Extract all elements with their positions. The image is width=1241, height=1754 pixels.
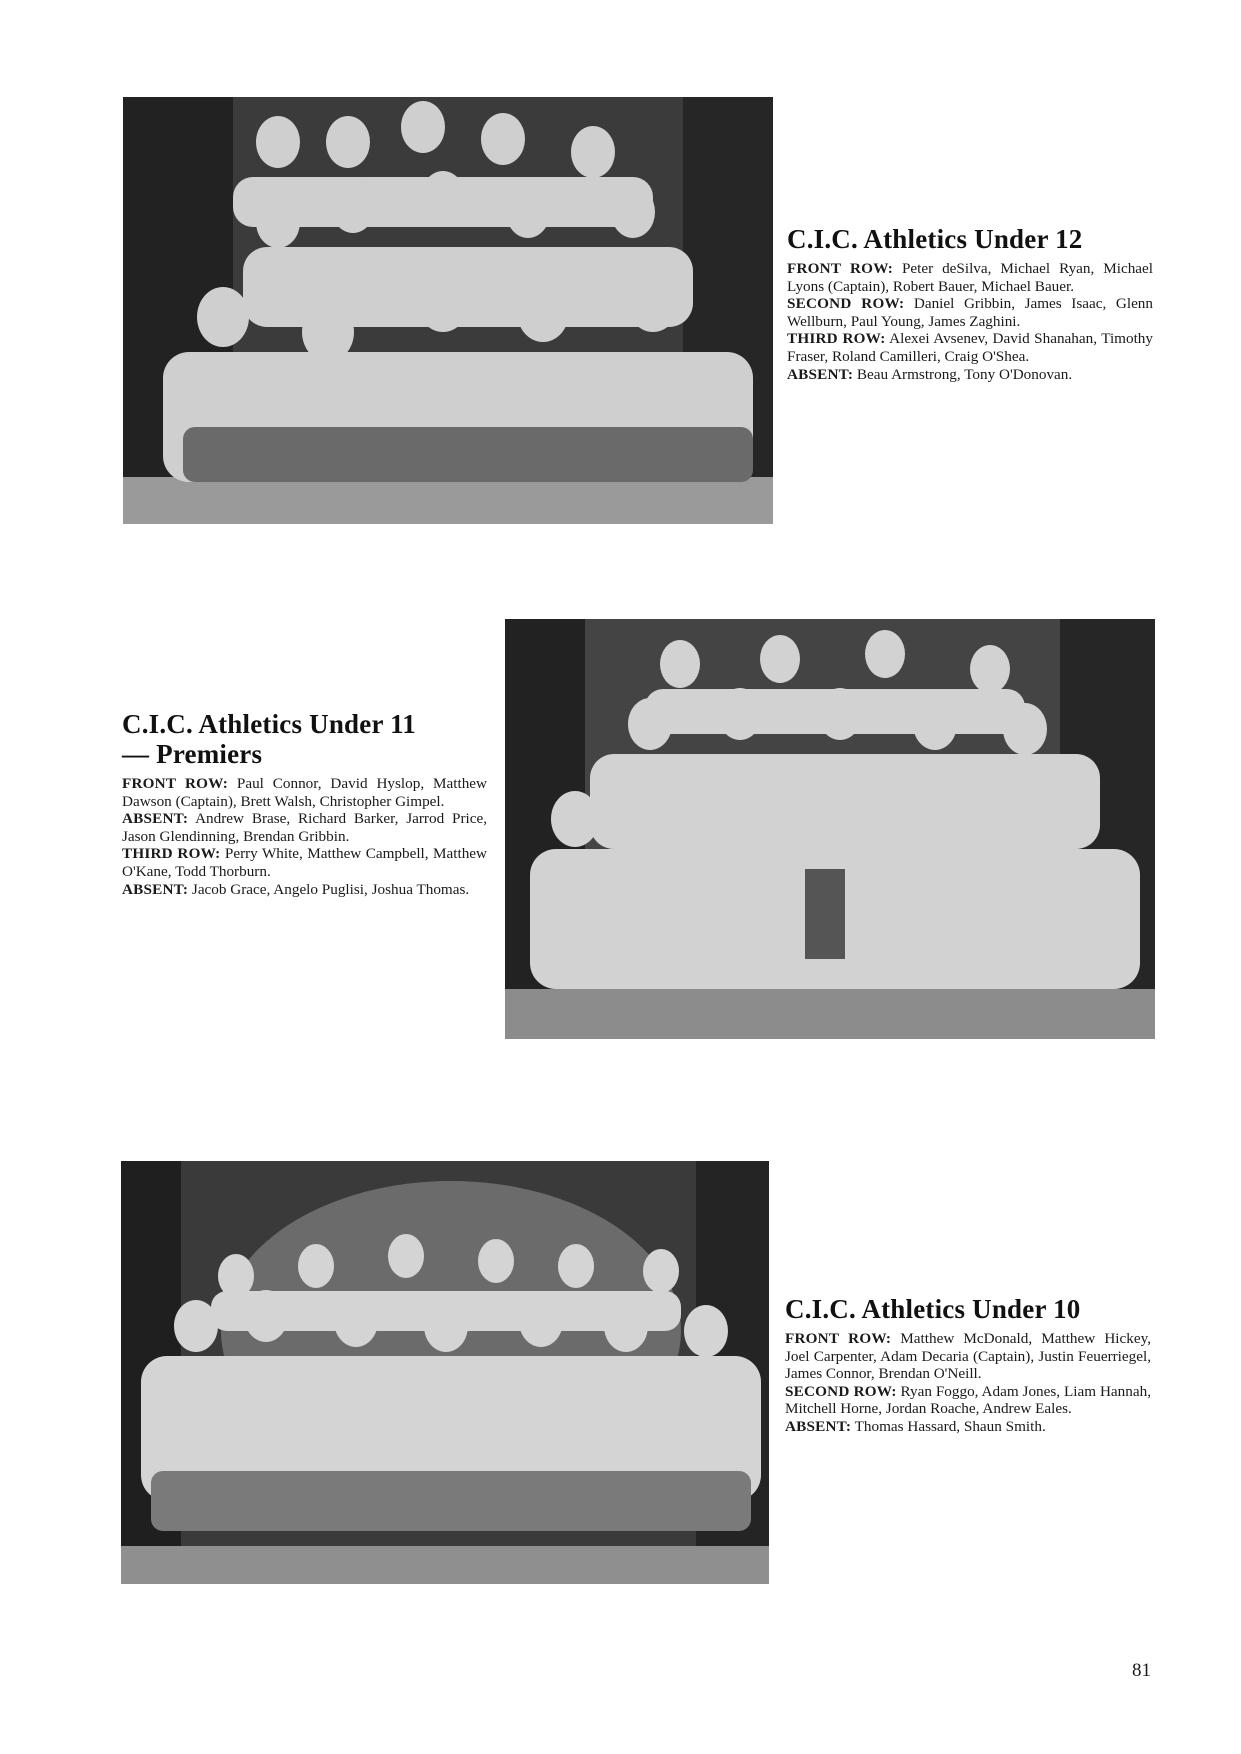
caption-title: C.I.C. Athletics Under 10 — [785, 1294, 1081, 1324]
row-names: Andrew Brase, Richard Barker, Jarrod Price, Jason Glendinning, Brendan Gribbin. — [122, 810, 487, 845]
row-names: Paul Connor, David Hyslop, Matthew Dawson (Captain), Brett Walsh, Christopher Gimpel. — [122, 775, 487, 810]
row-names: Matthew McDonald, Matthew Hickey, Joel Carpenter, Adam Decaria (Captain), Justin Feuerriegel, James Connor, Brendan O'Neill. — [785, 1330, 1151, 1383]
caption-under-10 — [785, 1294, 1151, 1436]
row-names: Thomas Hassard, Shaun Smith. — [854, 1417, 1046, 1435]
row-label: FRONT ROW: — [122, 775, 228, 792]
row-names: Jacob Grace, Angelo Puglisi, Joshua Thomas. — [191, 880, 470, 898]
row-label: ABSENT: — [787, 365, 854, 383]
row-label: SECOND ROW: — [785, 1382, 897, 1400]
row-label: ABSENT: — [122, 880, 189, 898]
row-names: Perry White, Matthew Campbell, Matthew O'Kane, Todd Thorburn. — [122, 845, 487, 880]
caption-title-main: C.I.C. Athletics Under 11 — [122, 709, 417, 739]
row-label: THIRD ROW: — [787, 330, 886, 348]
caption-body — [787, 260, 1153, 383]
row-label: ABSENT: — [785, 1417, 852, 1435]
row-names: Daniel Gribbin, James Isaac, Glenn Wellburn, Paul Young, James Zaghini. — [787, 295, 1153, 330]
row-label: ABSENT: — [122, 810, 189, 828]
row-names: Beau Armstrong, Tony O'Donovan. — [856, 365, 1073, 383]
caption-title: C.I.C. Athletics Under 12 — [787, 224, 1083, 254]
caption-title — [122, 709, 487, 769]
caption-under-12 — [787, 224, 1153, 383]
page-number: 81 — [1132, 1660, 1151, 1681]
row-label: THIRD ROW: — [122, 845, 221, 863]
row-label: FRONT ROW: — [787, 260, 894, 277]
row-names: Ryan Foggo, Adam Jones, Liam Hannah, Mitchell Horne, Jordan Roache, Andrew Eales. — [785, 1382, 1151, 1418]
caption-body — [785, 1330, 1151, 1436]
team-photo-under-11 — [505, 619, 1155, 1039]
team-photo-under-10 — [121, 1161, 769, 1584]
row-label: FRONT ROW: — [785, 1330, 892, 1347]
team-photo-under-12 — [123, 97, 773, 524]
caption-body — [122, 775, 487, 898]
row-names: Alexei Avsenev, David Shanahan, Timothy Fraser, Roland Camilleri, Craig O'Shea. — [787, 330, 1153, 365]
row-label: SECOND ROW: — [787, 295, 905, 313]
caption-title-sub: — Premiers — [122, 739, 263, 769]
row-names: Peter deSilva, Michael Ryan, Michael Lyons (Captain), Robert Bauer, Michael Bauer. — [787, 260, 1154, 295]
caption-under-11 — [122, 709, 487, 898]
